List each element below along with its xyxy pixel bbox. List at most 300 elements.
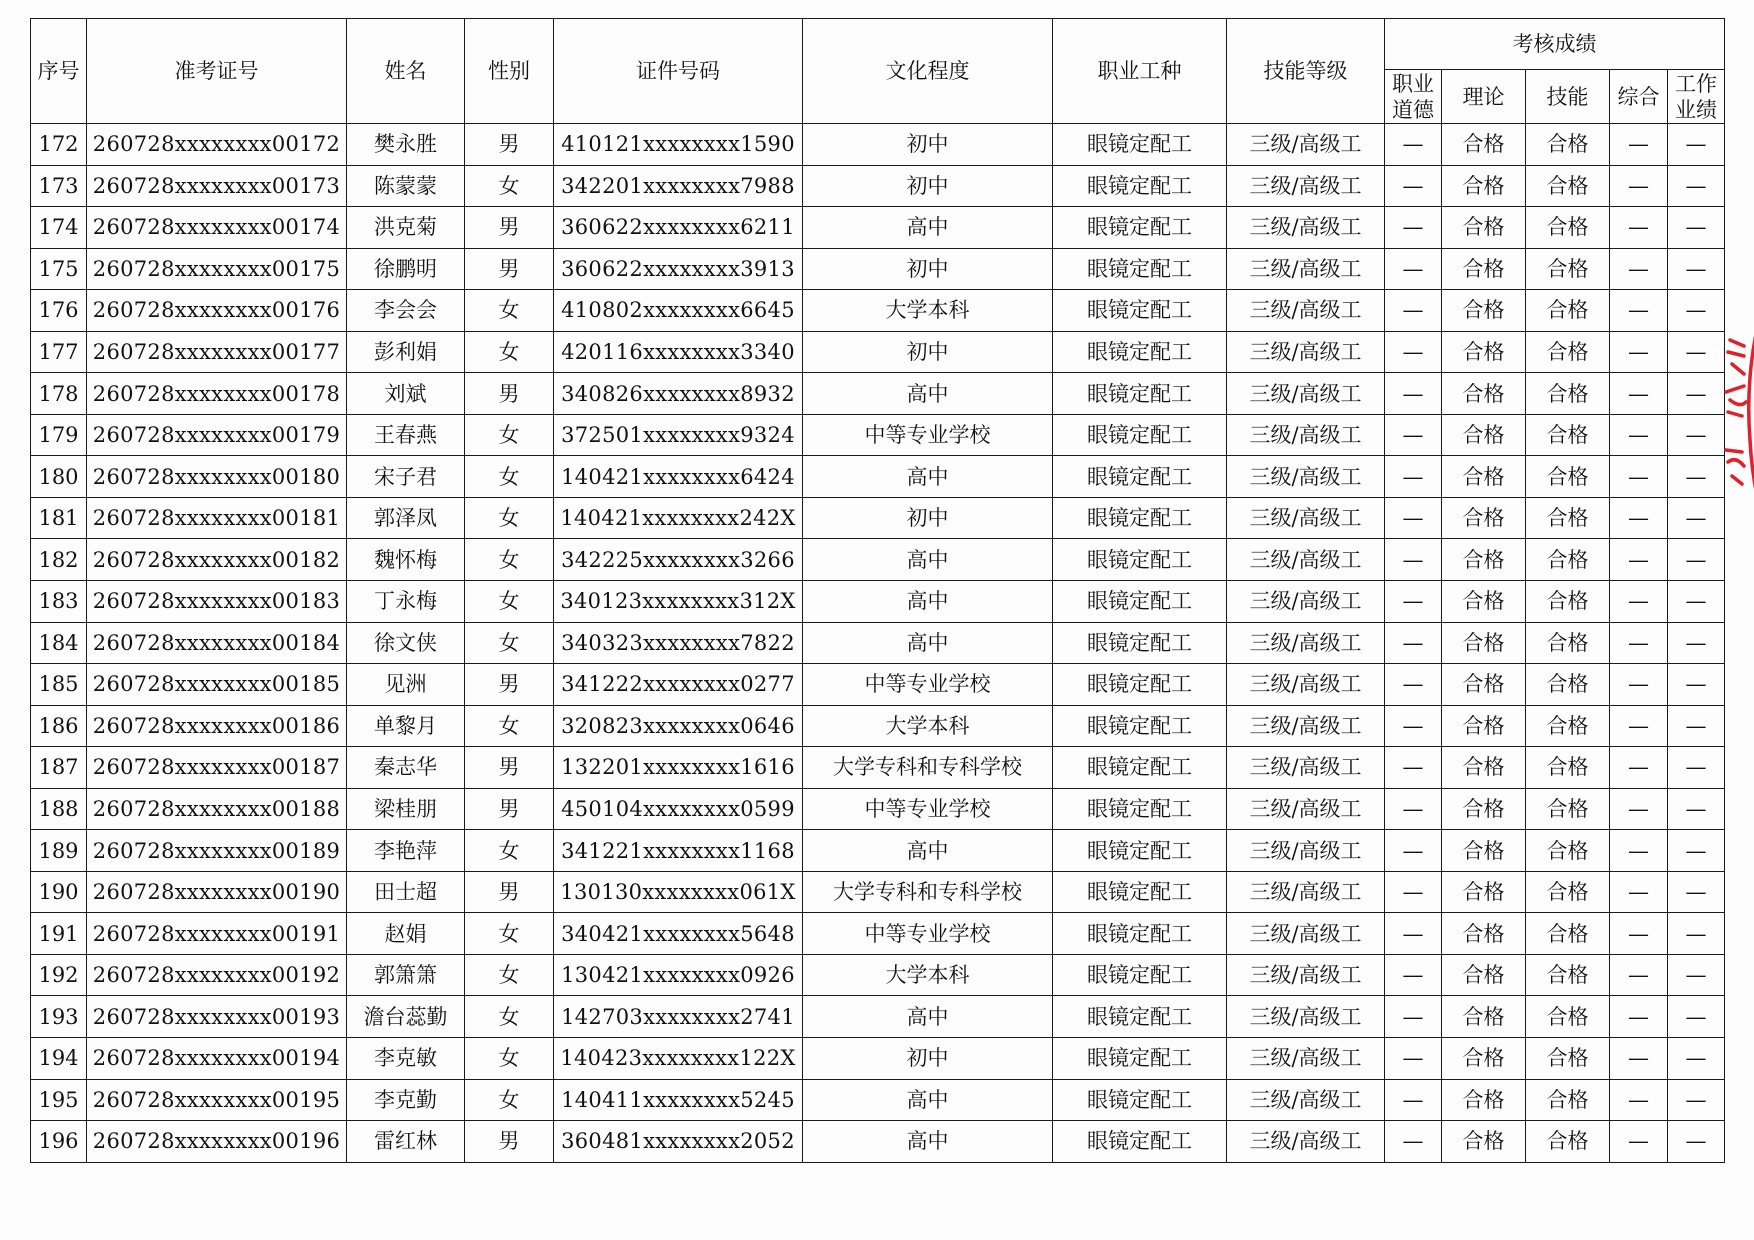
- ethics-score-cell: —: [1385, 871, 1442, 913]
- gender-cell: 男: [465, 1121, 554, 1163]
- education-cell: 高中: [803, 1121, 1053, 1163]
- gender-cell: 女: [465, 539, 554, 581]
- skill-level-cell: 三级/高级工: [1227, 539, 1385, 581]
- occupation-cell: 眼镜定配工: [1053, 124, 1227, 166]
- skill-level-cell: 三级/高级工: [1227, 1038, 1385, 1080]
- skill-level-cell: 三级/高级工: [1227, 788, 1385, 830]
- header-education: 文化程度: [803, 19, 1053, 124]
- occupation-cell: 眼镜定配工: [1053, 1121, 1227, 1163]
- ethics-score-cell: —: [1385, 581, 1442, 623]
- comprehensive-score-cell: —: [1610, 871, 1668, 913]
- theory-score-cell: 合格: [1442, 954, 1526, 996]
- education-cell: 高中: [803, 581, 1053, 623]
- skill-level-cell: 三级/高级工: [1227, 622, 1385, 664]
- occupation-cell: 眼镜定配工: [1053, 954, 1227, 996]
- education-cell: 高中: [803, 996, 1053, 1038]
- skill-score-cell: 合格: [1526, 456, 1610, 498]
- exam-results-table: [30, 18, 1725, 1163]
- comprehensive-score-cell: —: [1610, 414, 1668, 456]
- education-cell: 高中: [803, 622, 1053, 664]
- work-performance-cell: —: [1668, 705, 1725, 747]
- ethics-score-cell: —: [1385, 207, 1442, 249]
- table-row: [31, 207, 1725, 249]
- work-performance-cell: —: [1668, 871, 1725, 913]
- seq-cell: 183: [31, 581, 87, 623]
- education-cell: 初中: [803, 1038, 1053, 1080]
- gender-cell: 男: [465, 124, 554, 166]
- skill-score-cell: 合格: [1526, 207, 1610, 249]
- seq-cell: 180: [31, 456, 87, 498]
- gender-cell: 男: [465, 747, 554, 789]
- occupation-cell: 眼镜定配工: [1053, 497, 1227, 539]
- exam-no-cell: 260728xxxxxxxx00178: [87, 373, 347, 415]
- occupation-cell: 眼镜定配工: [1053, 788, 1227, 830]
- education-cell: 大学专科和专科学校: [803, 871, 1053, 913]
- table-row: [31, 414, 1725, 456]
- id-no-cell: 410802xxxxxxxx6645: [554, 290, 803, 332]
- gender-cell: 女: [465, 456, 554, 498]
- table-row: [31, 1079, 1725, 1121]
- occupation-cell: 眼镜定配工: [1053, 705, 1227, 747]
- name-cell: 刘斌: [347, 373, 465, 415]
- header-exam-no: 准考证号: [87, 19, 347, 124]
- gender-cell: 男: [465, 207, 554, 249]
- name-cell: 郭箫箫: [347, 954, 465, 996]
- theory-score-cell: 合格: [1442, 290, 1526, 332]
- exam-no-cell: 260728xxxxxxxx00185: [87, 664, 347, 706]
- table-row: [31, 581, 1725, 623]
- skill-score-cell: 合格: [1526, 373, 1610, 415]
- gender-cell: 男: [465, 373, 554, 415]
- skill-score-cell: 合格: [1526, 622, 1610, 664]
- skill-level-cell: 三级/高级工: [1227, 124, 1385, 166]
- skill-level-cell: 三级/高级工: [1227, 996, 1385, 1038]
- name-cell: 单黎月: [347, 705, 465, 747]
- comprehensive-score-cell: —: [1610, 705, 1668, 747]
- comprehensive-score-cell: —: [1610, 539, 1668, 581]
- comprehensive-score-cell: —: [1610, 581, 1668, 623]
- seq-cell: 192: [31, 954, 87, 996]
- skill-score-cell: 合格: [1526, 996, 1610, 1038]
- comprehensive-score-cell: —: [1610, 290, 1668, 332]
- name-cell: 李艳萍: [347, 830, 465, 872]
- id-no-cell: 450104xxxxxxxx0599: [554, 788, 803, 830]
- comprehensive-score-cell: —: [1610, 124, 1668, 166]
- skill-level-cell: 三级/高级工: [1227, 497, 1385, 539]
- work-performance-cell: —: [1668, 248, 1725, 290]
- comprehensive-score-cell: —: [1610, 165, 1668, 207]
- occupation-cell: 眼镜定配工: [1053, 581, 1227, 623]
- occupation-cell: 眼镜定配工: [1053, 830, 1227, 872]
- seq-cell: 191: [31, 913, 87, 955]
- skill-score-cell: 合格: [1526, 290, 1610, 332]
- id-no-cell: 340421xxxxxxxx5648: [554, 913, 803, 955]
- skill-level-cell: 三级/高级工: [1227, 248, 1385, 290]
- gender-cell: 女: [465, 622, 554, 664]
- work-performance-cell: —: [1668, 788, 1725, 830]
- gender-cell: 女: [465, 954, 554, 996]
- name-cell: 王春燕: [347, 414, 465, 456]
- work-performance-cell: —: [1668, 165, 1725, 207]
- ethics-score-cell: —: [1385, 622, 1442, 664]
- theory-score-cell: 合格: [1442, 373, 1526, 415]
- exam-no-cell: 260728xxxxxxxx00180: [87, 456, 347, 498]
- comprehensive-score-cell: —: [1610, 331, 1668, 373]
- gender-cell: 女: [465, 913, 554, 955]
- id-no-cell: 130421xxxxxxxx0926: [554, 954, 803, 996]
- skill-score-cell: 合格: [1526, 913, 1610, 955]
- header-skill-level: 技能等级: [1227, 19, 1385, 124]
- seq-cell: 178: [31, 373, 87, 415]
- theory-score-cell: 合格: [1442, 1121, 1526, 1163]
- ethics-score-cell: —: [1385, 497, 1442, 539]
- table-row: [31, 331, 1725, 373]
- education-cell: 初中: [803, 124, 1053, 166]
- ethics-score-cell: —: [1385, 705, 1442, 747]
- work-performance-cell: —: [1668, 747, 1725, 789]
- work-performance-cell: —: [1668, 290, 1725, 332]
- name-cell: 李会会: [347, 290, 465, 332]
- comprehensive-score-cell: —: [1610, 1121, 1668, 1163]
- gender-cell: 男: [465, 871, 554, 913]
- gender-cell: 女: [465, 996, 554, 1038]
- exam-no-cell: 260728xxxxxxxx00177: [87, 331, 347, 373]
- theory-score-cell: 合格: [1442, 248, 1526, 290]
- skill-level-cell: 三级/高级工: [1227, 1121, 1385, 1163]
- comprehensive-score-cell: —: [1610, 497, 1668, 539]
- exam-no-cell: 260728xxxxxxxx00189: [87, 830, 347, 872]
- exam-no-cell: 260728xxxxxxxx00173: [87, 165, 347, 207]
- theory-score-cell: 合格: [1442, 581, 1526, 623]
- comprehensive-score-cell: —: [1610, 913, 1668, 955]
- skill-level-cell: 三级/高级工: [1227, 165, 1385, 207]
- occupation-cell: 眼镜定配工: [1053, 1079, 1227, 1121]
- skill-score-cell: 合格: [1526, 539, 1610, 581]
- skill-score-cell: 合格: [1526, 788, 1610, 830]
- skill-score-cell: 合格: [1526, 747, 1610, 789]
- gender-cell: 女: [465, 1038, 554, 1080]
- comprehensive-score-cell: —: [1610, 830, 1668, 872]
- occupation-cell: 眼镜定配工: [1053, 414, 1227, 456]
- occupation-cell: 眼镜定配工: [1053, 248, 1227, 290]
- education-cell: 大学本科: [803, 705, 1053, 747]
- occupation-cell: 眼镜定配工: [1053, 664, 1227, 706]
- name-cell: 丁永梅: [347, 581, 465, 623]
- table-row: [31, 497, 1725, 539]
- seq-cell: 177: [31, 331, 87, 373]
- seq-cell: 185: [31, 664, 87, 706]
- header-theory: 理论: [1442, 70, 1526, 124]
- work-performance-cell: —: [1668, 581, 1725, 623]
- comprehensive-score-cell: —: [1610, 248, 1668, 290]
- education-cell: 初中: [803, 497, 1053, 539]
- name-cell: 彭利娟: [347, 331, 465, 373]
- skill-score-cell: 合格: [1526, 497, 1610, 539]
- seq-cell: 172: [31, 124, 87, 166]
- seq-cell: 184: [31, 622, 87, 664]
- education-cell: 初中: [803, 165, 1053, 207]
- occupation-cell: 眼镜定配工: [1053, 207, 1227, 249]
- skill-score-cell: 合格: [1526, 664, 1610, 706]
- exam-no-cell: 260728xxxxxxxx00188: [87, 788, 347, 830]
- table-row: [31, 248, 1725, 290]
- skill-score-cell: 合格: [1526, 1121, 1610, 1163]
- work-performance-cell: —: [1668, 1079, 1725, 1121]
- skill-level-cell: 三级/高级工: [1227, 207, 1385, 249]
- skill-score-cell: 合格: [1526, 1038, 1610, 1080]
- table-row: [31, 539, 1725, 581]
- skill-level-cell: 三级/高级工: [1227, 1079, 1385, 1121]
- education-cell: 初中: [803, 331, 1053, 373]
- theory-score-cell: 合格: [1442, 996, 1526, 1038]
- id-no-cell: 360622xxxxxxxx3913: [554, 248, 803, 290]
- ethics-score-cell: —: [1385, 1121, 1442, 1163]
- header-seq: 序号: [31, 19, 87, 124]
- seq-cell: 175: [31, 248, 87, 290]
- skill-score-cell: 合格: [1526, 581, 1610, 623]
- education-cell: 大学本科: [803, 290, 1053, 332]
- occupation-cell: 眼镜定配工: [1053, 331, 1227, 373]
- theory-score-cell: 合格: [1442, 664, 1526, 706]
- id-no-cell: 142703xxxxxxxx2741: [554, 996, 803, 1038]
- work-performance-cell: —: [1668, 497, 1725, 539]
- theory-score-cell: 合格: [1442, 1038, 1526, 1080]
- skill-score-cell: 合格: [1526, 124, 1610, 166]
- header-occupation: 职业工种: [1053, 19, 1227, 124]
- seq-cell: 189: [31, 830, 87, 872]
- name-cell: 陈蒙蒙: [347, 165, 465, 207]
- name-cell: 魏怀梅: [347, 539, 465, 581]
- name-cell: 田士超: [347, 871, 465, 913]
- gender-cell: 男: [465, 248, 554, 290]
- ethics-score-cell: —: [1385, 165, 1442, 207]
- exam-no-cell: 260728xxxxxxxx00182: [87, 539, 347, 581]
- id-no-cell: 340123xxxxxxxx312X: [554, 581, 803, 623]
- id-no-cell: 360481xxxxxxxx2052: [554, 1121, 803, 1163]
- ethics-score-cell: —: [1385, 414, 1442, 456]
- work-performance-cell: —: [1668, 1038, 1725, 1080]
- theory-score-cell: 合格: [1442, 165, 1526, 207]
- ethics-score-cell: —: [1385, 747, 1442, 789]
- skill-level-cell: 三级/高级工: [1227, 290, 1385, 332]
- id-no-cell: 140423xxxxxxxx122X: [554, 1038, 803, 1080]
- id-no-cell: 340323xxxxxxxx7822: [554, 622, 803, 664]
- education-cell: 中等专业学校: [803, 664, 1053, 706]
- education-cell: 中等专业学校: [803, 788, 1053, 830]
- exam-no-cell: 260728xxxxxxxx00187: [87, 747, 347, 789]
- id-no-cell: 342201xxxxxxxx7988: [554, 165, 803, 207]
- skill-score-cell: 合格: [1526, 1079, 1610, 1121]
- theory-score-cell: 合格: [1442, 331, 1526, 373]
- skill-level-cell: 三级/高级工: [1227, 414, 1385, 456]
- table-row: [31, 871, 1725, 913]
- comprehensive-score-cell: —: [1610, 373, 1668, 415]
- id-no-cell: 340826xxxxxxxx8932: [554, 373, 803, 415]
- work-performance-cell: —: [1668, 664, 1725, 706]
- ethics-score-cell: —: [1385, 456, 1442, 498]
- table-row: [31, 1038, 1725, 1080]
- id-no-cell: 410121xxxxxxxx1590: [554, 124, 803, 166]
- id-no-cell: 372501xxxxxxxx9324: [554, 414, 803, 456]
- comprehensive-score-cell: —: [1610, 664, 1668, 706]
- seq-cell: 188: [31, 788, 87, 830]
- name-cell: 樊永胜: [347, 124, 465, 166]
- skill-score-cell: 合格: [1526, 871, 1610, 913]
- id-no-cell: 130130xxxxxxxx061X: [554, 871, 803, 913]
- work-performance-cell: —: [1668, 331, 1725, 373]
- comprehensive-score-cell: —: [1610, 207, 1668, 249]
- comprehensive-score-cell: —: [1610, 954, 1668, 996]
- id-no-cell: 140421xxxxxxxx242X: [554, 497, 803, 539]
- exam-no-cell: 260728xxxxxxxx00172: [87, 124, 347, 166]
- header-gender: 性别: [465, 19, 554, 124]
- table-header: [31, 19, 1725, 124]
- work-performance-cell: —: [1668, 622, 1725, 664]
- table-row: [31, 788, 1725, 830]
- gender-cell: 男: [465, 788, 554, 830]
- skill-level-cell: 三级/高级工: [1227, 373, 1385, 415]
- seq-cell: 173: [31, 165, 87, 207]
- exam-no-cell: 260728xxxxxxxx00186: [87, 705, 347, 747]
- skill-level-cell: 三级/高级工: [1227, 664, 1385, 706]
- exam-no-cell: 260728xxxxxxxx00190: [87, 871, 347, 913]
- table-row: [31, 830, 1725, 872]
- skill-score-cell: 合格: [1526, 248, 1610, 290]
- work-performance-cell: —: [1668, 207, 1725, 249]
- work-performance-cell: —: [1668, 1121, 1725, 1163]
- education-cell: 中等专业学校: [803, 913, 1053, 955]
- seq-cell: 195: [31, 1079, 87, 1121]
- seq-cell: 190: [31, 871, 87, 913]
- comprehensive-score-cell: —: [1610, 996, 1668, 1038]
- skill-level-cell: 三级/高级工: [1227, 705, 1385, 747]
- theory-score-cell: 合格: [1442, 207, 1526, 249]
- theory-score-cell: 合格: [1442, 622, 1526, 664]
- header-ethics: 职业 道德: [1385, 70, 1442, 124]
- theory-score-cell: 合格: [1442, 1079, 1526, 1121]
- education-cell: 高中: [803, 539, 1053, 581]
- exam-no-cell: 260728xxxxxxxx00195: [87, 1079, 347, 1121]
- name-cell: 郭泽凤: [347, 497, 465, 539]
- table-row: [31, 165, 1725, 207]
- table-row: [31, 1121, 1725, 1163]
- skill-score-cell: 合格: [1526, 705, 1610, 747]
- education-cell: 大学本科: [803, 954, 1053, 996]
- ethics-score-cell: —: [1385, 788, 1442, 830]
- gender-cell: 女: [465, 290, 554, 332]
- id-no-cell: 342225xxxxxxxx3266: [554, 539, 803, 581]
- id-no-cell: 341221xxxxxxxx1168: [554, 830, 803, 872]
- ethics-score-cell: —: [1385, 954, 1442, 996]
- work-performance-cell: —: [1668, 539, 1725, 581]
- comprehensive-score-cell: —: [1610, 788, 1668, 830]
- seal-icon: [1722, 300, 1754, 540]
- gender-cell: 女: [465, 165, 554, 207]
- name-cell: 梁桂朋: [347, 788, 465, 830]
- work-performance-cell: —: [1668, 913, 1725, 955]
- theory-score-cell: 合格: [1442, 124, 1526, 166]
- exam-no-cell: 260728xxxxxxxx00196: [87, 1121, 347, 1163]
- table-row: [31, 373, 1725, 415]
- skill-score-cell: 合格: [1526, 331, 1610, 373]
- table-row: [31, 622, 1725, 664]
- theory-score-cell: 合格: [1442, 871, 1526, 913]
- name-cell: 赵娟: [347, 913, 465, 955]
- education-cell: 高中: [803, 456, 1053, 498]
- ethics-score-cell: —: [1385, 290, 1442, 332]
- table-row: [31, 290, 1725, 332]
- id-no-cell: 140411xxxxxxxx5245: [554, 1079, 803, 1121]
- occupation-cell: 眼镜定配工: [1053, 622, 1227, 664]
- ethics-score-cell: —: [1385, 331, 1442, 373]
- comprehensive-score-cell: —: [1610, 456, 1668, 498]
- education-cell: 高中: [803, 830, 1053, 872]
- occupation-cell: 眼镜定配工: [1053, 913, 1227, 955]
- education-cell: 大学专科和专科学校: [803, 747, 1053, 789]
- exam-no-cell: 260728xxxxxxxx00176: [87, 290, 347, 332]
- id-no-cell: 341222xxxxxxxx0277: [554, 664, 803, 706]
- exam-no-cell: 260728xxxxxxxx00181: [87, 497, 347, 539]
- id-no-cell: 132201xxxxxxxx1616: [554, 747, 803, 789]
- education-cell: 高中: [803, 207, 1053, 249]
- table-body: [31, 124, 1725, 1163]
- theory-score-cell: 合格: [1442, 705, 1526, 747]
- name-cell: 洪克菊: [347, 207, 465, 249]
- comprehensive-score-cell: —: [1610, 747, 1668, 789]
- name-cell: 李克勤: [347, 1079, 465, 1121]
- work-performance-cell: —: [1668, 996, 1725, 1038]
- seq-cell: 193: [31, 996, 87, 1038]
- theory-score-cell: 合格: [1442, 913, 1526, 955]
- ethics-score-cell: —: [1385, 248, 1442, 290]
- occupation-cell: 眼镜定配工: [1053, 290, 1227, 332]
- seq-cell: 174: [31, 207, 87, 249]
- ethics-score-cell: —: [1385, 373, 1442, 415]
- table-row: [31, 954, 1725, 996]
- occupation-cell: 眼镜定配工: [1053, 539, 1227, 581]
- theory-score-cell: 合格: [1442, 788, 1526, 830]
- skill-score-cell: 合格: [1526, 165, 1610, 207]
- exam-no-cell: 260728xxxxxxxx00191: [87, 913, 347, 955]
- ethics-score-cell: —: [1385, 664, 1442, 706]
- id-no-cell: 320823xxxxxxxx0646: [554, 705, 803, 747]
- header-work-performance: 工作 业绩: [1668, 70, 1725, 124]
- header-skill: 技能: [1526, 70, 1610, 124]
- occupation-cell: 眼镜定配工: [1053, 871, 1227, 913]
- exam-no-cell: 260728xxxxxxxx00175: [87, 248, 347, 290]
- exam-no-cell: 260728xxxxxxxx00183: [87, 581, 347, 623]
- skill-level-cell: 三级/高级工: [1227, 871, 1385, 913]
- ethics-score-cell: —: [1385, 830, 1442, 872]
- education-cell: 高中: [803, 1079, 1053, 1121]
- comprehensive-score-cell: —: [1610, 1079, 1668, 1121]
- theory-score-cell: 合格: [1442, 747, 1526, 789]
- gender-cell: 男: [465, 664, 554, 706]
- seq-cell: 186: [31, 705, 87, 747]
- table-row: [31, 996, 1725, 1038]
- theory-score-cell: 合格: [1442, 456, 1526, 498]
- ethics-score-cell: —: [1385, 1038, 1442, 1080]
- skill-level-cell: 三级/高级工: [1227, 913, 1385, 955]
- exam-no-cell: 260728xxxxxxxx00179: [87, 414, 347, 456]
- name-cell: 徐鹏明: [347, 248, 465, 290]
- gender-cell: 女: [465, 497, 554, 539]
- table-row: [31, 705, 1725, 747]
- gender-cell: 女: [465, 705, 554, 747]
- skill-level-cell: 三级/高级工: [1227, 456, 1385, 498]
- skill-level-cell: 三级/高级工: [1227, 830, 1385, 872]
- occupation-cell: 眼镜定配工: [1053, 373, 1227, 415]
